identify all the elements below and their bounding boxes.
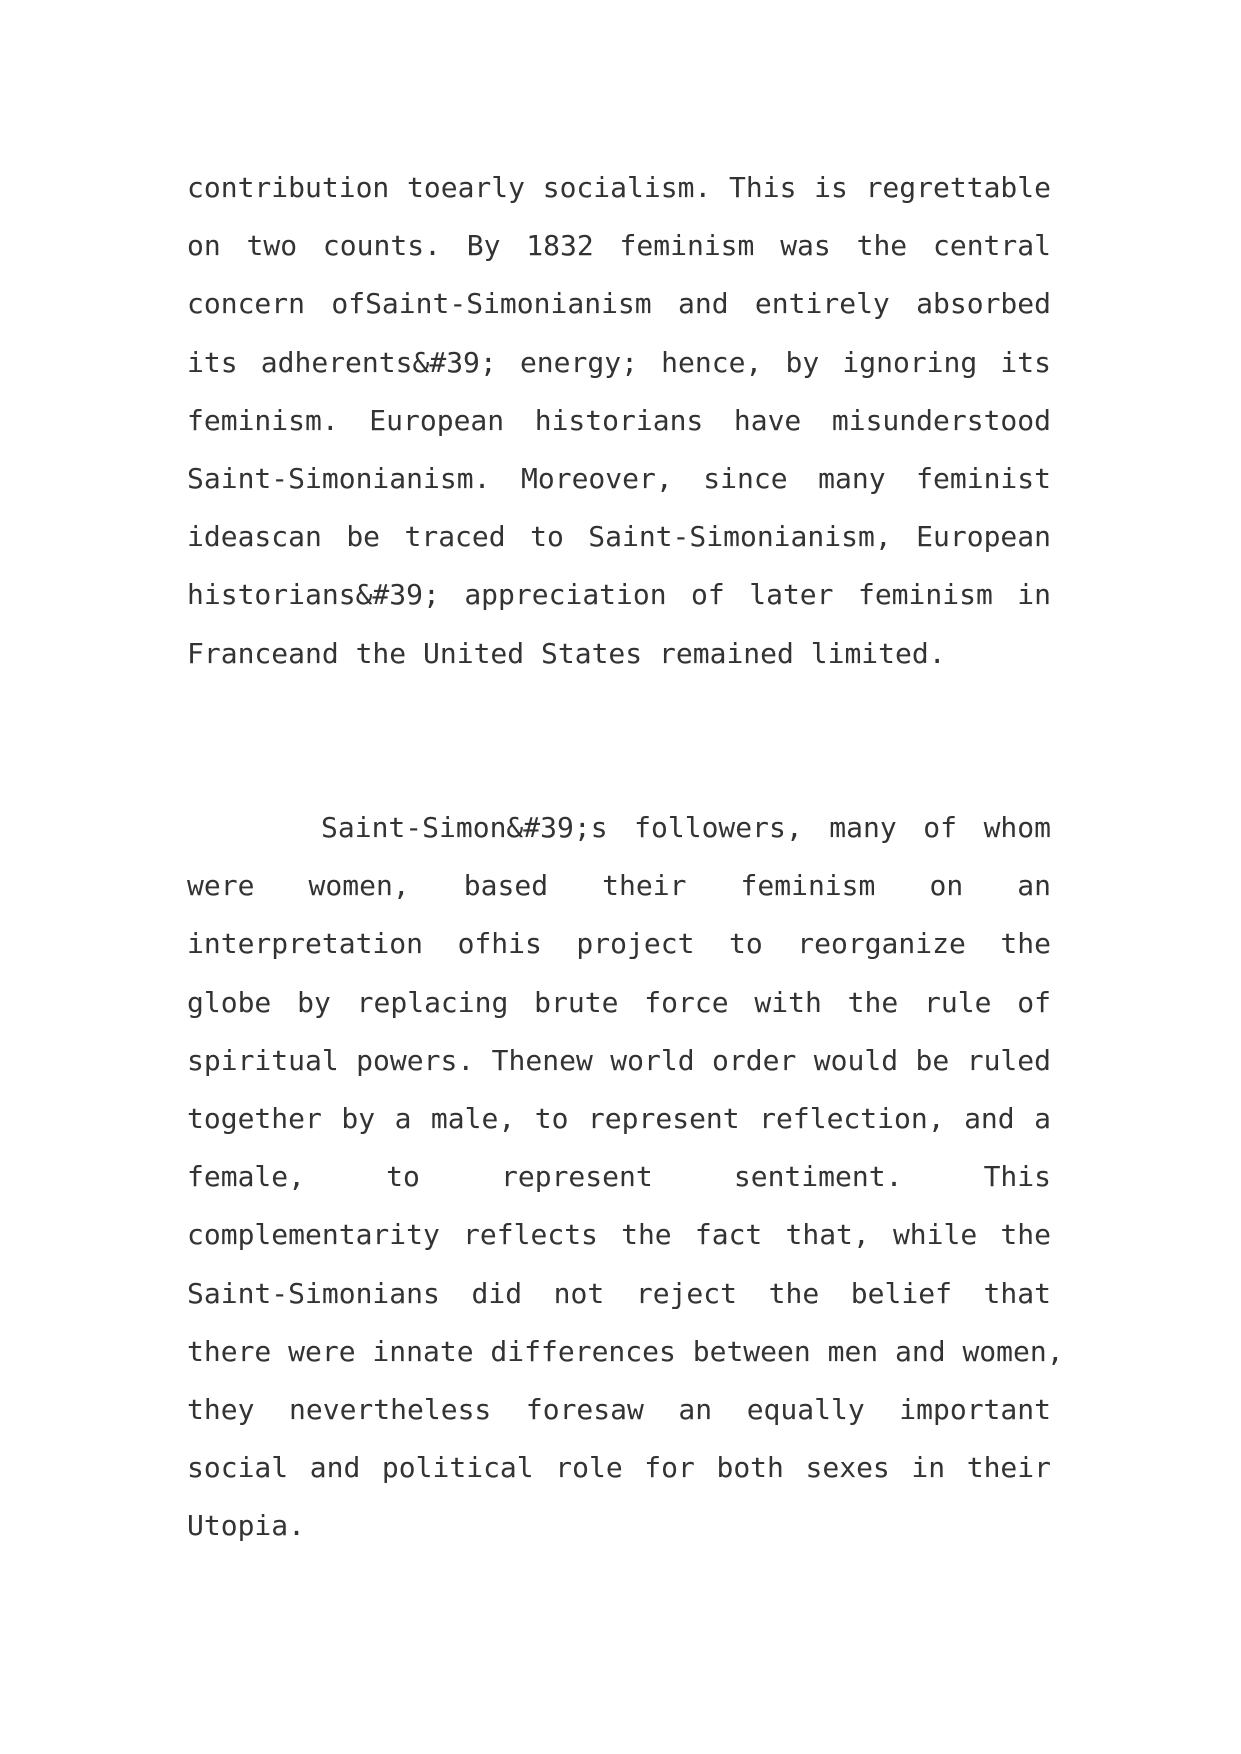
paragraph-line: they nevertheless foresaw an equally important — [187, 1392, 1051, 1426]
paragraph-line: on two counts. By 1832 feminism was the central — [187, 229, 1051, 263]
paragraph-line: feminism. European historians have misunderstood — [187, 403, 1051, 437]
paragraph-line: Franceand the United States remained limited. — [187, 636, 946, 670]
paragraph-line: spiritual powers. Thenew world order would be ruled — [187, 1043, 1051, 1077]
paragraph-line: there were innate differences between men and women, — [187, 1334, 1064, 1368]
paragraph-line: were women, based their feminism on an — [187, 869, 1051, 903]
paragraph-line: complementarity reflects the fact that, while the — [187, 1218, 1051, 1252]
paragraph-line: Saint-Simonianism. Moreover, since many feminist — [187, 461, 1051, 495]
paragraph-line: contribution toearly socialism. This is regrettable — [187, 171, 1051, 204]
paragraph-line: globe by replacing brute force with the rule of — [187, 985, 1051, 1019]
paragraph-line: social and political role for both sexes in their — [187, 1451, 1051, 1485]
paragraph-line: concern ofSaint-Simonianism and entirely absorbed — [187, 287, 1051, 321]
paragraph-line: its adherents&#39; energy; hence, by ignoring its — [187, 345, 1051, 379]
paragraph-line: Utopia. — [187, 1509, 306, 1543]
paragraph-line: ideascan be traced to Saint-Simonianism, European — [187, 520, 1051, 554]
paragraph-line: Saint-Simon&#39;s followers, many of whom — [321, 811, 1051, 844]
paragraph-2 — [187, 799, 1064, 1555]
paragraph-line: Saint-Simonians did not reject the belief that — [187, 1276, 1051, 1310]
paragraph-line: together by a male, to represent reflection, and a — [187, 1101, 1051, 1135]
paragraph-line: female, to represent sentiment. This — [187, 1160, 1051, 1194]
paragraph-line: historians&#39; appreciation of later feminism in — [187, 578, 1051, 612]
paragraph-line: interpretation ofhis project to reorganize the — [187, 927, 1051, 961]
paragraph-1 — [187, 159, 1051, 683]
